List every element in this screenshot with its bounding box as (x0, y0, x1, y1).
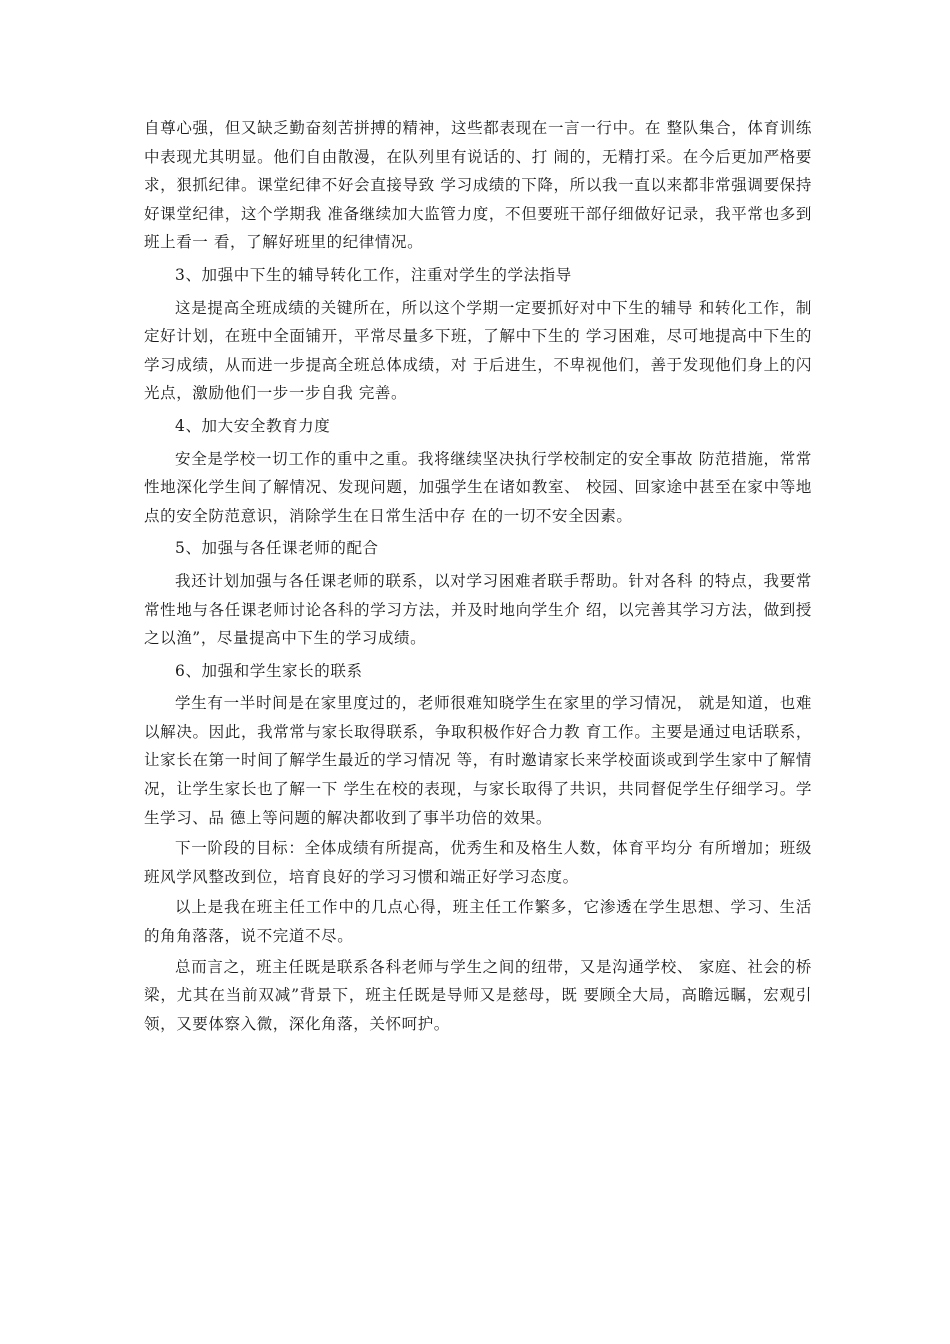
paragraph-discipline: 自尊心强，但又缺乏勤奋刻苦拼搏的精神，这些都表现在一言一行中。在 整队集合，体育训练中表现尤其明显。他们自由散漫，在队列里有说话的、打 闹的，无精打采。在今后更加严格要求，狠抓纪律。课堂纪律不好会直接导致 学习成绩的下降，所以我一直以来都非常强调要保持好课堂纪律，这个学期我 准备继续加大监管力度，不但要班干部仔细做好记录，我平常也多到班上看一 看，了解好班里的纪律情况。 (144, 119, 812, 252)
paragraph-goals: 下一阶段的目标：全体成绩有所提高，优秀生和及格生人数，体育平均分 有所增加；班级班风学风整改到位，培育良好的学习习惯和端正好学习态度。 (144, 839, 812, 886)
paragraph-teachers: 我还计划加强与各任课老师的联系，以对学习困难者联手帮助。针对各科 的特点，我要常常性地与各任课老师讨论各科的学习方法，并及时地向学生介 绍，以完善其学习方法，做到授之以渔”，尽量提高中下生的学习成绩。 (144, 571, 812, 648)
paragraph-summary: 以上是我在班主任工作中的几点心得，班主任工作繁多，它渗透在学生思想、学习、生活的角角落落，说不完道不尽。 (144, 898, 812, 946)
document-page (144, 114, 812, 1038)
section-heading-6: 6、加强和学生家长的联系 (175, 661, 363, 680)
section-heading-4: 4、加大安全教育力度 (175, 416, 331, 435)
paragraph-safety: 安全是学校一切工作的重中之重。我将继续坚决执行学校制定的安全事故 防范措施，常常性地深化学生间了解情况、发现问题，加强学生在诸如教室、 校园、回家途中甚至在家中等地点的安全防范意识，消除学生在日常生活中存 在的一切不安全因素。 (144, 449, 812, 525)
paragraph-conclusion: 总而言之，班主任既是联系各科老师与学生之间的纽带，又是沟通学校、 家庭、社会的桥梁，尤其在当前双减”背景下，班主任既是导师又是慈母，既 要顾全大局，高瞻远瞩，宏观引领，又要体察入微，深化角落，关怀呵护。 (144, 957, 812, 1033)
section-heading-3: 3、加强中下生的辅导转化工作，注重对学生的学法指导 (175, 265, 572, 284)
section-heading-5: 5、加强与各任课老师的配合 (175, 539, 379, 558)
paragraph-parents: 学生有一半时间是在家里度过的，老师很难知晓学生在家里的学习情况， 就是知道，也难以解决。因此，我常常与家长取得联系，争取积极作好合力教 育工作。主要是通过电话联系，让家长在第一时间了解学生最近的学习情况 等，有时邀请家长来学校面谈或到学生家中了解情况，让学生家长也了解一下 学生在校的表现，与家长取得了共识，共同督促学生仔细学习。学生学习、品 德上等问题的解决都收到了事半功倍的效果。 (144, 694, 812, 827)
paragraph-tutoring: 这是提高全班成绩的关键所在，所以这个学期一定要抓好对中下生的辅导 和转化工作，制定好计划，在班中全面铺开，平常尽量多下班，了解中下生的 学习困难，尽可地提高中下生的学习成绩，从而进一步提高全班总体成绩，对 于后进生，不卑视他们，善于发现他们身上的闪光点，激励他们一步一步自我 完善。 (144, 298, 812, 403)
